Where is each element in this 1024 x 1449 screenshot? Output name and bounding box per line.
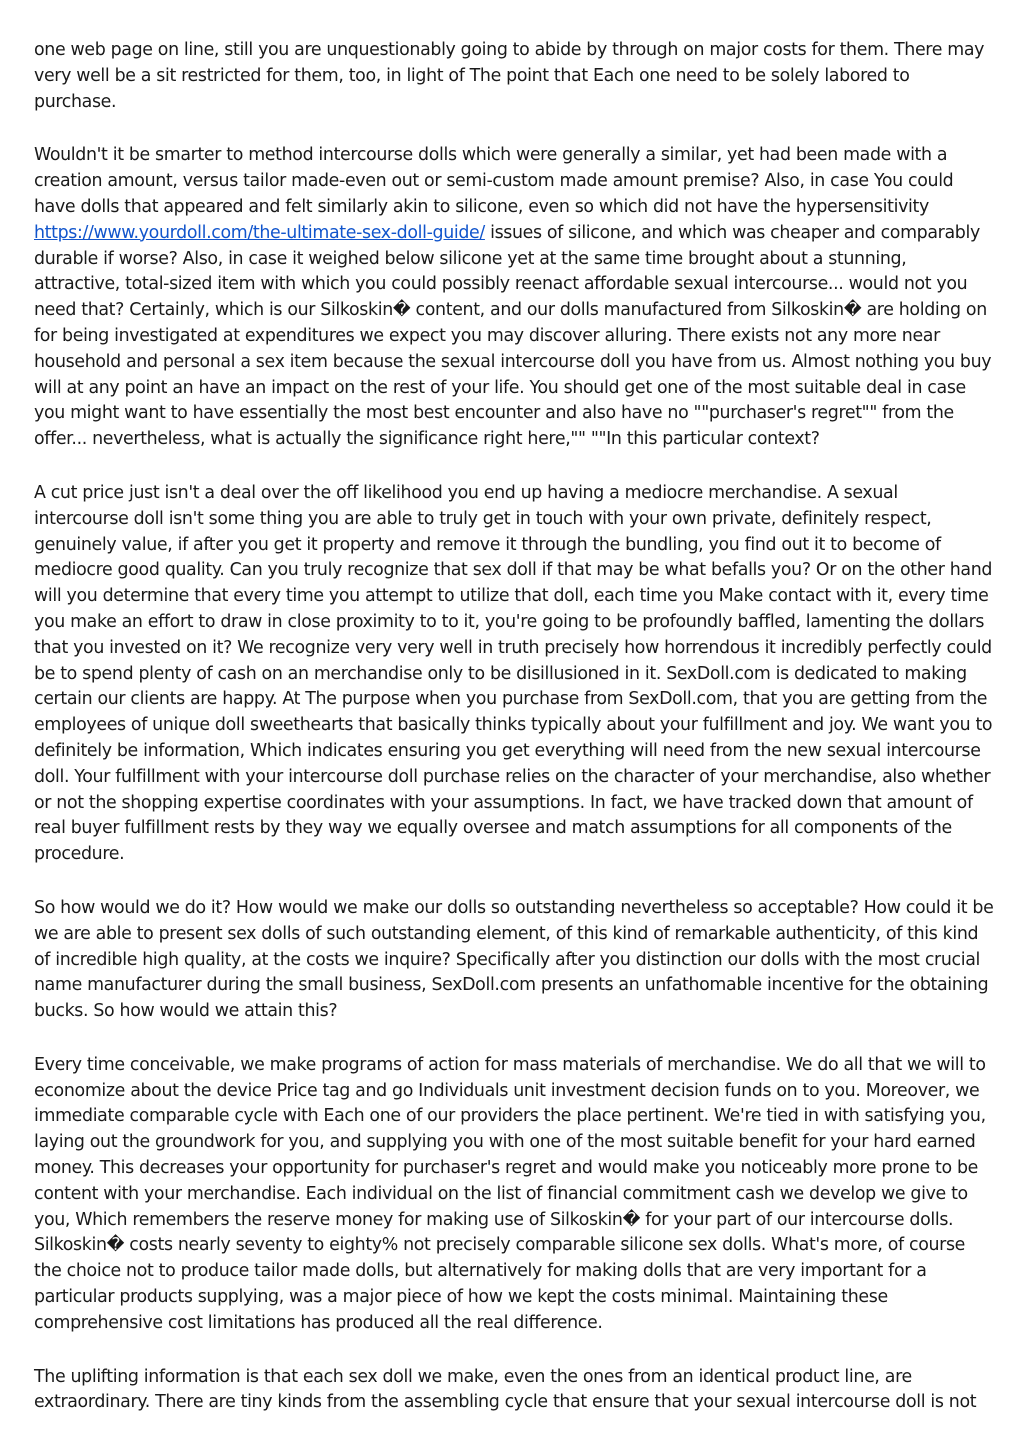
document-body — [34, 38, 994, 1444]
paragraph-4: So how would we do it? How would we make our dolls so outstanding nevertheless so acceptable? How could it be we are able to present sex dolls of such outstanding element, of this kind of remarkable authenticity, of this kind of incredible high quality, at the costs we inquire? Specifically after you distinction our dolls with the most crucial name manufacturer during the small business, SexDoll.com presents an unfathomable incentive for the obtaining bucks. So how would we attain this? — [34, 897, 994, 1022]
doll-guide-link[interactable]: https://www.yourdoll.com/the-ultimate-sex-doll-guide/ — [34, 222, 485, 243]
paragraph-2-text-before: Wouldn't it be smarter to method intercourse dolls which were generally a similar, yet had been made with a creation amount, versus tailor made-even out or semi-custom made amount premise? Also, in case You could have dolls that appeared and felt similarly akin to silicone, even so which did not have the hypersensitivity — [34, 145, 954, 217]
paragraph-2 — [34, 143, 994, 453]
paragraph-6: The uplifting information is that each sex doll we make, even the ones from an identical product line, are extraordinary. There are tiny kinds from the assembling cycle that ensure that your sexual intercourse doll is not — [34, 1366, 977, 1413]
paragraph-3: A cut price just isn't a deal over the off likelihood you end up having a mediocre merchandise. A sexual intercourse doll isn't some thing you are able to truly get in touch with your own private, definitely respect, genuinely value, if after you get it property and remove it through the bundling, you find out it to become of mediocre good quality. Can you truly recognize that sex doll if that may be what befalls you? Or on the other hand will you determine that every time you attempt to utilize that doll, each time you Make contact with it, every time you make an effort to draw in close proximity to to it, you're going to be profoundly baffled, lamenting the dollars that you invested on it? We recognize very very well in truth precisely how horrendous it incredibly perfectly could be to spend plenty of cash on an merchandise only to be disillusioned in it. SexDoll.com is dedicated to making certain our clients are happy. At The purpose when you purchase from SexDoll.com, that you are getting from the employees of unique doll sweethearts that basically thinks typically about your fulfillment and joy. We want you to definitely be information, Which indicates ensuring you get everything will need from the new sexual intercourse doll. Your fulfillment with your intercourse doll purchase relies on the character of your merchandise, also whether or not the shopping expertise coordinates with your assumptions. In fact, we have tracked down that amount of real buyer fulfillment rests by they way we equally oversee and match assumptions for all components of the procedure. — [34, 482, 993, 865]
paragraph-1: one web page on line, still you are unquestionably going to abide by through on major costs for them. There may very well be a sit restricted for them, too, in light of The point that Each one need to be solely labored to purchase. — [34, 40, 985, 112]
paragraph-5: Every time conceivable, we make programs of action for mass materials of merchandise. We do all that we will to economize about the device Price tag and go Individuals unit investment decision funds on to you. Moreover, we immediate comparable cycle with Each one of our providers the place pertinent. We're tied in with satisfying you, laying out the groundwork for you, and supplying you with one of the most suitable benefit for your hard earned money. This decreases your opportunity for purchaser's regret and would make you noticeably more prone to be content with your merchandise. Each individual on the list of financial commitment cash we develop we give to you, Which remembers the reserve money for making use of Silkoskin� for your part of our intercourse dolls. Silkoskin� costs nearly seventy to eighty% not precisely comparable silicone sex dolls. What's more, of course the choice not to produce tailor made dolls, but alternatively for making dolls that are very important for a particular products supplying, was a major piece of how we kept the costs minimal. Maintaining these comprehensive cost limitations has produced all the real difference. — [34, 1054, 986, 1333]
paragraph-2-text-after: issues of silicone, and which was cheaper and comparably durable if worse? Also, in case it weighed below silicone yet at the same time brought about a stunning, attractive, total-sized item with which you could possibly reenact affordable sexual intercourse... would not you need that? Certainly, which is our Silkoskin� content, and our dolls manufactured from Silkoskin� are holding on for being investigated at expenditures we expect you may discover alluring. There exists not any more near household and personal a sex item because the sexual intercourse doll you have from us. Almost nothing you buy will at any point an have an impact on the rest of your life. You should get one of the most suitable deal in case you might want to have essentially the most best encounter and also have no ""purchaser's regret"" from the offer... nevertheless, what is actually the significance right here,"" ""In this particular context? — [34, 222, 992, 450]
